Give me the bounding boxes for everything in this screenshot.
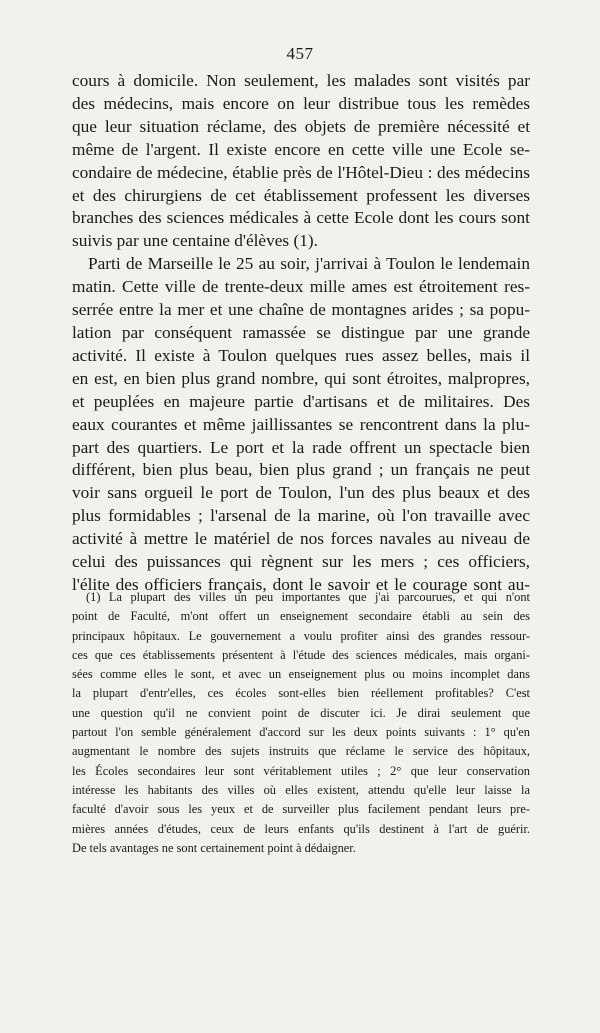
footnote <box>72 588 530 858</box>
footnote-line: les Écoles secondaires leur sont véritablement utiles ; 2° que leur conservation <box>72 763 530 778</box>
footnote-line: De tels avantages ne sont certainement point à dédaigner. <box>72 840 356 855</box>
text-line: des médecins, mais encore on leur distribue tous les remèdes <box>72 93 530 113</box>
text-line: que leur situation réclame, des objets de première nécessité et <box>72 116 530 136</box>
footnote-line: la plupart d'entr'elles, ces écoles sont-elles bien réellement profitables? C'est <box>72 686 530 701</box>
footnote-line: partout l'on semble généralement d'accord sur les deux points suivants : 1° qu'en <box>72 725 530 740</box>
footnote-line: intéresse les habitants des villes où elles existent, attendu qu'elle leur laisse la <box>72 782 530 797</box>
text-line: l'élite des officiers français, dont le savoir et le courage sont au- <box>72 574 530 594</box>
text-line: plus formidables ; l'arsenal de la marine, où l'on travaille avec <box>72 506 530 526</box>
text-line: et des chirurgiens de cet établissement professent les diverses <box>72 185 530 205</box>
footnote-line: mières années d'études, ceux de leurs enfants qu'ils destinent à l'art de guérir. <box>72 821 530 836</box>
text-line: suivis par une centaine d'élèves (1). <box>72 231 318 251</box>
text-line: eaux courantes et même jaillissantes se rencontrent dans la plu- <box>72 414 530 434</box>
text-line: cours à domicile. Non seulement, les malades sont visités par <box>72 71 530 90</box>
text-line: branches des sciences médicales à cette Ecole dont les cours sont <box>72 208 530 228</box>
text-line: serrée entre la mer et une chaîne de montagnes arides ; sa popu- <box>72 300 530 320</box>
text-line: part des quartiers. Le port et la rade offrent un spectacle bien <box>72 437 530 457</box>
text-line: différent, bien plus beau, bien plus grand ; un français ne peut <box>72 460 530 480</box>
text-line: condaire de médecine, établie près de l'Hôtel-Dieu : des médecins <box>72 162 530 182</box>
text-line: activité. Il existe à Toulon quelques rues assez belles, mais il <box>72 345 530 365</box>
footnote-line: point de Faculté, m'ont offert un enseignement secondaire établi au sein des <box>72 609 530 624</box>
footnote-line: augmentant le nombre des sujets instruits que réclame le service des hôpitaux, <box>72 744 530 759</box>
text-line: matin. Cette ville de trente-deux mille ames est étroitement res- <box>72 277 530 297</box>
paragraph-2 <box>72 253 530 597</box>
footnote-line: sées comme elles le sont, et avec un enseignement plus ou moins incomplet dans <box>72 667 530 682</box>
footnote-line: (1) La plupart des villes un peu importantes que j'ai parcourues, et qui n'ont <box>86 590 530 604</box>
paragraph-1 <box>72 70 530 253</box>
text-line: Parti de Marseille le 25 au soir, j'arrivai à Toulon le lendemain <box>88 254 530 274</box>
text-line: celui des puissances qui règnent sur les mers ; ces officiers, <box>72 552 530 572</box>
main-text <box>72 70 530 597</box>
footnote-line: ces que ces établissements présentent à l'étude des sciences médicales, mais organi- <box>72 647 530 662</box>
text-line: en est, en bien plus grand nombre, qui sont étroites, malpropres, <box>72 368 530 388</box>
page-number: 457 <box>286 44 314 63</box>
footnote-line: faculté d'avoir sous les yeux et de surveiller plus facilement pendant leurs pre- <box>72 802 530 817</box>
text-line: voir sans orgueil le port de Toulon, l'un des plus beaux et des <box>72 483 530 503</box>
footnote-line: une question qu'il ne convient point de discuter ici. Je dirai seulement que <box>72 705 530 720</box>
text-line: activité à mettre le matériel de nos forces navales au niveau de <box>72 529 530 549</box>
footnote-line: principaux hôpitaux. Le gouvernement a voulu profiter ainsi des grandes ressour- <box>72 628 530 643</box>
text-line: lation par conséquent ramassée se distingue par une grande <box>72 322 530 342</box>
text-line: même de l'argent. Il existe encore en cette ville une Ecole se- <box>72 139 530 159</box>
text-line: et peuplées en majeure partie d'artisans et de militaires. Des <box>72 391 530 411</box>
